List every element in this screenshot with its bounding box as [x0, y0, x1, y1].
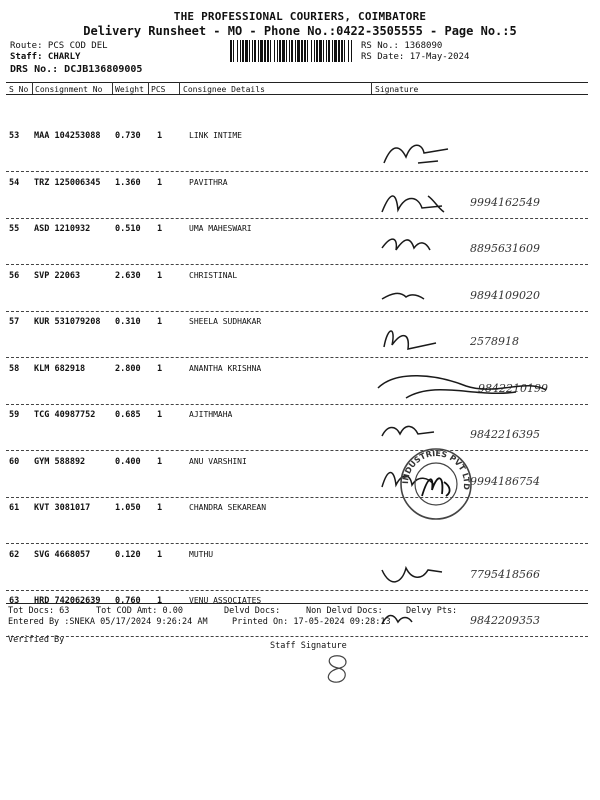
- row-separator: [6, 450, 588, 451]
- row-pcs: 1: [157, 456, 163, 467]
- signature-icon: [378, 135, 458, 171]
- handwritten-phone: 9994162549: [470, 195, 540, 209]
- barcode-bar: [260, 40, 263, 62]
- stamp-icon: [398, 446, 474, 522]
- barcode-bar: [289, 40, 290, 62]
- row-consignment-no: KVT 3081017: [34, 503, 91, 513]
- signature-icon: [378, 321, 458, 357]
- rs-number: RS No.: 1368090: [361, 41, 443, 51]
- row-consignee: PAVITHRA: [189, 177, 228, 187]
- col-consignment: Consignment No: [35, 85, 103, 94]
- barcode-bar: [334, 40, 337, 62]
- signature-stroke: [384, 331, 436, 349]
- barcode-bar: [297, 40, 300, 62]
- row-pcs: 1: [157, 410, 163, 420]
- row-consignment-no: SVG 4668057: [34, 549, 91, 560]
- handwritten-phone: 9842210199: [478, 381, 548, 395]
- barcode-bar: [314, 40, 315, 62]
- table-row: [0, 410, 600, 422]
- row-sno: 59: [9, 410, 20, 420]
- row-consignee: ANANTHA KRISHNA: [189, 363, 262, 373]
- barcode-bar: [277, 40, 278, 62]
- barcode-bar: [338, 40, 340, 62]
- handwritten-phone: 2578918: [470, 335, 519, 348]
- row-weight: 0.310: [115, 317, 141, 327]
- row-separator: [6, 497, 588, 498]
- signature-stroke: [382, 293, 424, 299]
- row-consignee: AJITHMAHA: [189, 410, 233, 419]
- verified-by-label: Verified By: [8, 635, 65, 645]
- company-stamp: [398, 446, 474, 522]
- row-separator: [6, 264, 588, 265]
- row-pcs: 1: [157, 317, 163, 327]
- entered-by: Entered By :SNEKA 05/17/2024 9:26:24 AM: [8, 617, 208, 627]
- row-sno: 56: [9, 270, 20, 281]
- row-weight: 2.630: [115, 270, 141, 281]
- row-sno: 61: [9, 503, 20, 513]
- barcode-bar: [332, 40, 333, 62]
- row-pcs: 1: [157, 131, 163, 141]
- table-row: [0, 224, 600, 236]
- table-row: [0, 178, 600, 190]
- handwritten-phone: 9894109020: [470, 288, 540, 302]
- col-consignee: Consignee Details: [183, 85, 265, 94]
- row-consignee: SHEELA SUDHAKAR: [189, 317, 262, 326]
- signature-stroke: [382, 239, 430, 250]
- row-consignment-no: KUR 531079208: [34, 317, 101, 327]
- signature-scribble: [378, 228, 458, 264]
- row-weight: 0.120: [115, 549, 141, 560]
- signature-scribble: [378, 414, 458, 450]
- non-delivered-docs: Non Delvd Docs:: [306, 606, 383, 616]
- row-separator: [6, 218, 588, 219]
- row-consignee: MUTHU: [189, 549, 214, 559]
- route-label: Route: PCS COD DEL: [10, 41, 108, 51]
- drs-number: DRS No.: DCJB136809005: [10, 64, 143, 75]
- row-sno: 60: [9, 456, 20, 467]
- handwritten-phone: 9842209353: [470, 614, 540, 627]
- staff-signature-label: Staff Signature: [270, 641, 347, 651]
- company-title: THE PROFESSIONAL COURIERS, COIMBATORE: [173, 10, 427, 23]
- barcode-bar: [304, 40, 306, 62]
- row-consignment-no: TRZ 125006345: [34, 177, 101, 188]
- col-signature: Signature: [375, 85, 419, 94]
- signature-stroke: [382, 568, 442, 582]
- row-separator: [6, 404, 588, 405]
- row-pcs: 1: [157, 270, 163, 281]
- table-row: [0, 317, 600, 329]
- barcode-bar: [348, 40, 349, 62]
- signature-scribble: [378, 275, 458, 311]
- row-weight: 0.400: [115, 456, 141, 467]
- barcode-icon: [228, 40, 354, 62]
- row-separator: [6, 171, 588, 172]
- svg-text:INDUSTRIES PVT LTD: [401, 449, 471, 491]
- row-pcs: 1: [157, 503, 163, 513]
- barcode-bar: [282, 40, 285, 62]
- barcode-bar: [242, 40, 244, 62]
- row-weight: 2.800: [115, 363, 141, 374]
- barcode-bar: [264, 40, 266, 62]
- barcode-bar: [319, 40, 322, 62]
- row-consignment-no: MAA 104253088: [34, 131, 101, 141]
- barcode-bar: [267, 40, 269, 62]
- col-divider: [179, 82, 180, 94]
- handwritten-phone: 7795418566: [470, 567, 540, 581]
- row-pcs: 1: [157, 224, 163, 234]
- col-divider: [112, 82, 113, 94]
- stamp-text: INDUSTRIES PVT LTD: [400, 448, 472, 491]
- signature-scribble: [376, 368, 556, 404]
- col-divider: [148, 82, 149, 94]
- table-row: [0, 271, 600, 283]
- row-sno: 62: [9, 549, 20, 560]
- col-pcs: PCS: [151, 85, 166, 94]
- barcode-bar: [274, 40, 275, 62]
- signature-icon: [378, 275, 458, 311]
- handwritten-phone: 8895631609: [470, 242, 540, 255]
- signature-scribble: [378, 554, 458, 590]
- staff-label: Staff: CHARLY: [10, 52, 81, 62]
- runsheet-title: Delivery Runsheet - MO - Phone No.:0422-3505555 - Page No.:5: [83, 24, 517, 38]
- handwritten-phone: 9994186754: [470, 474, 540, 488]
- staff-signature-mark: [316, 652, 356, 686]
- col-sno: S No: [9, 85, 29, 94]
- row-sno: 57: [9, 317, 20, 327]
- row-separator: [6, 636, 588, 637]
- barcode-bar: [245, 40, 248, 62]
- row-sno: 53: [9, 131, 20, 141]
- barcode-bar: [307, 40, 308, 62]
- row-consignment-no: ASD 1210932: [34, 224, 91, 234]
- row-sno: 58: [9, 363, 20, 374]
- row-sno: 63: [9, 596, 20, 606]
- row-pcs: 1: [157, 177, 163, 188]
- barcode-bar: [351, 40, 352, 62]
- signature-stroke: [382, 195, 444, 211]
- table-row: [0, 503, 600, 515]
- signature-icon: [316, 652, 356, 686]
- row-consignment-no: TCG 40987752: [34, 410, 96, 420]
- delivered-docs: Delvd Docs:: [224, 606, 281, 616]
- barcode-bar: [328, 40, 330, 62]
- row-weight: 0.730: [115, 131, 141, 141]
- row-consignee: ANU VARSHINI: [189, 456, 247, 466]
- barcode-bar: [291, 40, 293, 62]
- barcode-bar: [252, 40, 253, 62]
- total-cod-amount: Tot COD Amt: 0.00: [96, 606, 183, 616]
- row-weight: 1.360: [115, 177, 141, 188]
- barcode-bar: [323, 40, 324, 62]
- handwritten-phone: 9842216395: [470, 428, 540, 441]
- barcode-bar: [240, 40, 241, 62]
- col-divider: [371, 82, 372, 94]
- signature-scribble: [378, 135, 458, 171]
- row-consignee: CHANDRA SEKAREAN: [189, 503, 267, 512]
- barcode-bar: [301, 40, 303, 62]
- row-separator: [6, 357, 588, 358]
- row-consignee: VENU ASSOCIATES: [189, 596, 262, 605]
- row-consignee: UMA MAHESWARI: [189, 224, 252, 233]
- barcode-bar: [341, 40, 343, 62]
- delivery-points: Delvy Pts:: [406, 606, 458, 616]
- row-consignee: CHRISTINAL: [189, 270, 238, 280]
- row-separator: [6, 543, 588, 544]
- table-row: [0, 131, 600, 143]
- row-consignee: LINK INTIME: [189, 131, 242, 140]
- signature-icon: [378, 182, 458, 218]
- signature-icon: [378, 414, 458, 450]
- row-consignment-no: GYM 588892: [34, 456, 86, 467]
- table-row: [0, 457, 600, 469]
- barcode-bar: [295, 40, 296, 62]
- barcode-bar: [233, 40, 234, 62]
- printed-on: Printed On: 17-05-2024 09:28:13: [232, 617, 391, 627]
- barcode-bar: [237, 40, 238, 62]
- barcode-bar: [279, 40, 281, 62]
- signature-stroke: [382, 426, 434, 436]
- row-sno: 54: [9, 177, 20, 188]
- row-consignment-no: HRD 742062639: [34, 596, 101, 606]
- signature-icon: [376, 368, 556, 404]
- row-pcs: 1: [157, 363, 163, 374]
- table-row: [0, 596, 600, 608]
- barcode-bar: [311, 40, 312, 62]
- barcode-bar: [316, 40, 318, 62]
- rs-date: RS Date: 17-May-2024: [361, 52, 470, 62]
- row-consignment-no: KLM 682918: [34, 363, 86, 374]
- signature-icon: [378, 228, 458, 264]
- row-separator: [6, 590, 588, 591]
- signature-stroke: [378, 375, 546, 397]
- row-sno: 55: [9, 224, 20, 234]
- signature-scribble: [378, 321, 458, 357]
- barcode-bar: [230, 40, 232, 62]
- table-top-rule: [6, 82, 588, 83]
- barcode-bar: [249, 40, 250, 62]
- barcode-bar: [258, 40, 259, 62]
- barcode-bar: [344, 40, 345, 62]
- table-row: [0, 550, 600, 562]
- row-pcs: 1: [157, 549, 163, 560]
- signature-scribble: [378, 182, 458, 218]
- row-pcs: 1: [157, 596, 163, 606]
- footer-rule: [6, 603, 588, 604]
- signature-icon: [378, 554, 458, 590]
- barcode-bar: [286, 40, 287, 62]
- row-separator: [6, 311, 588, 312]
- col-weight: Weight: [115, 85, 144, 94]
- barcode-bar: [326, 40, 327, 62]
- row-consignment-no: SVP 22063: [34, 270, 81, 281]
- table-header-rule: [6, 94, 588, 95]
- total-docs: Tot Docs: 63: [8, 606, 70, 616]
- row-weight: 0.760: [115, 596, 141, 606]
- col-divider: [32, 82, 33, 94]
- row-weight: 0.510: [115, 224, 141, 234]
- row-weight: 1.050: [115, 503, 141, 513]
- barcode-bar: [254, 40, 256, 62]
- signature-stroke: [384, 145, 448, 163]
- barcode-bar: [270, 40, 271, 62]
- row-weight: 0.685: [115, 410, 141, 420]
